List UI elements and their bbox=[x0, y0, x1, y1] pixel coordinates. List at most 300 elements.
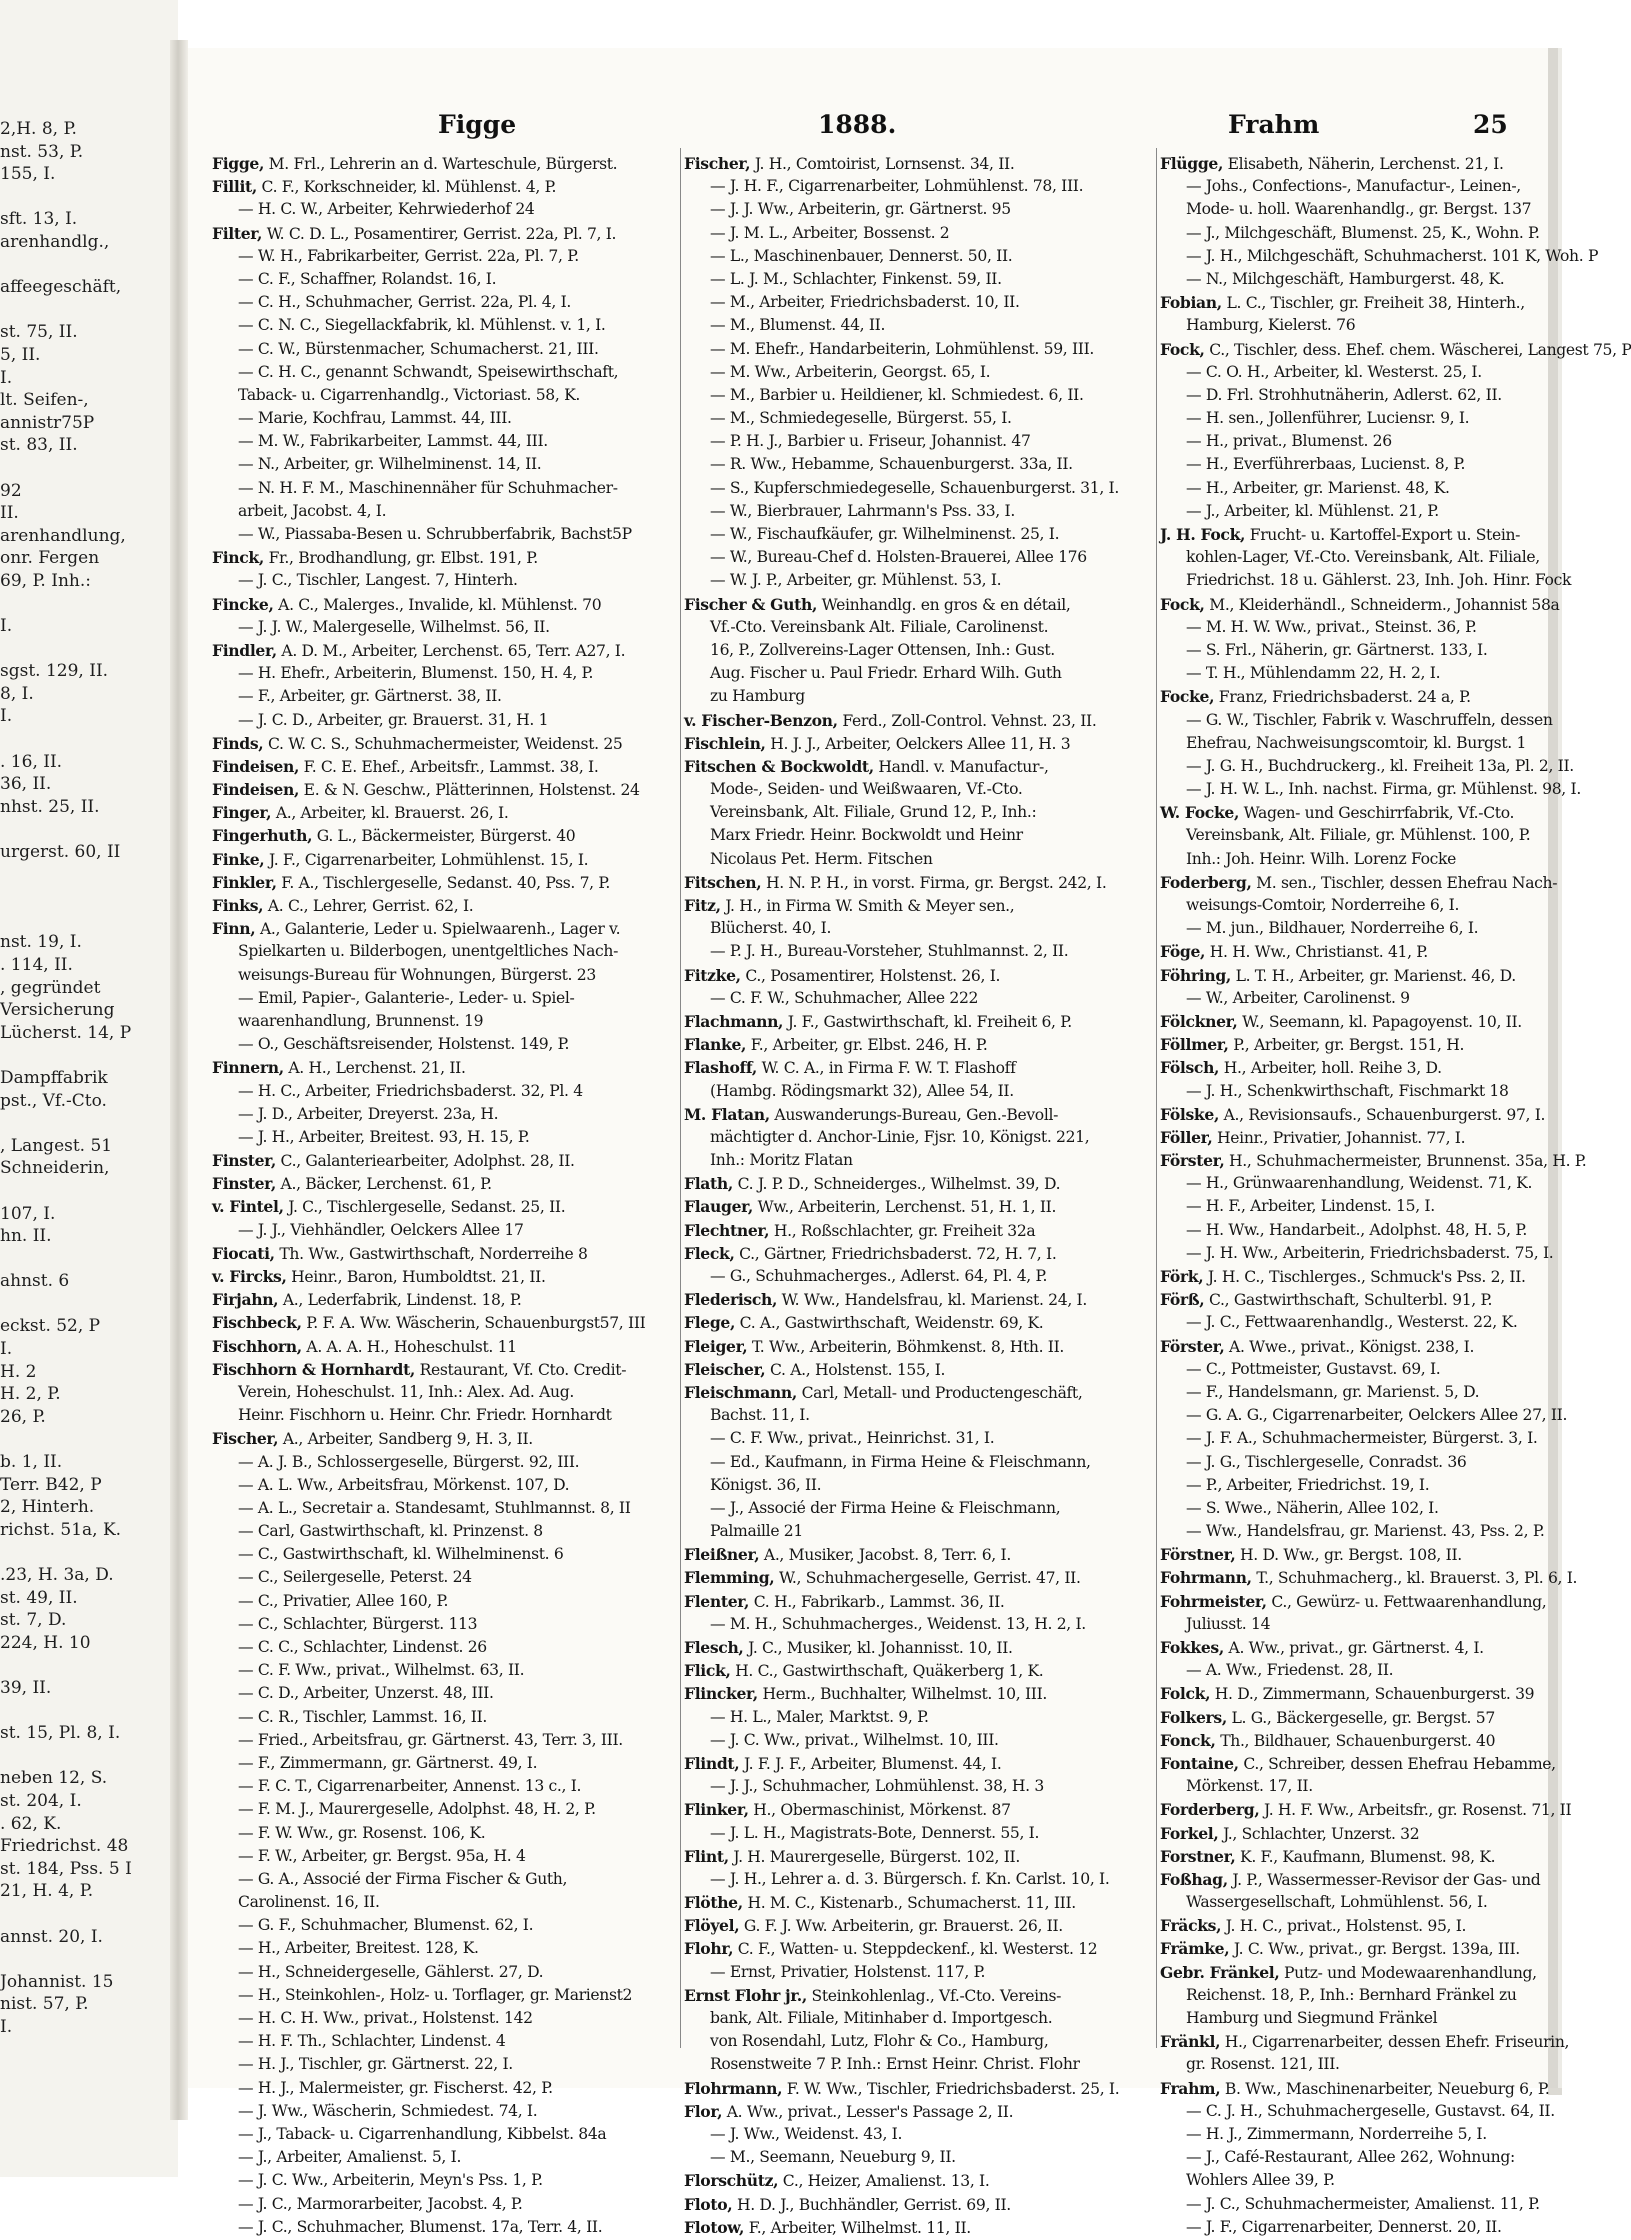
directory-entry-line bbox=[684, 1497, 1156, 1520]
entry-text: H., Cigarrenarbeiter, dessen Ehefr. Friseurin, bbox=[1220, 2033, 1570, 2052]
entry-text: A., Revisionsaufs., Schauenburgerst. 97, I. bbox=[1219, 1105, 1546, 1124]
directory-entry-line bbox=[684, 2123, 1156, 2146]
entry-text: — C. F. W., Schuhmacher, Allee 222 bbox=[710, 988, 979, 1007]
entry-text: — C., Schlachter, Bürgerst. 113 bbox=[238, 1614, 478, 1633]
entry-text: H., Roßschlachter, gr. Freiheit 32a bbox=[769, 1221, 1036, 1240]
entry-text: Hamburg, Kielerst. 76 bbox=[1186, 316, 1356, 335]
fragment-line: Friedrichst. 48 bbox=[0, 1836, 129, 1857]
entry-text: Elisabeth, Näherin, Lerchenst. 21, I. bbox=[1223, 155, 1504, 173]
directory-entry-line bbox=[1160, 384, 1520, 407]
directory-entry-line bbox=[684, 1242, 1156, 1265]
entry-text: — Ww., Handelsfrau, gr. Marienst. 43, Pss. 2, P. bbox=[1186, 1522, 1545, 1541]
entry-text: Bachst. 11, I. bbox=[710, 1406, 810, 1425]
fragment-line: 155, I. bbox=[0, 164, 56, 185]
directory-entry-line bbox=[212, 291, 682, 314]
fragment-line: 36, II. bbox=[0, 774, 52, 795]
entry-text: C., Gastwirthschaft, Schulterbl. 91, P. bbox=[1204, 1291, 1493, 1310]
directory-entry-line bbox=[212, 1891, 682, 1914]
directory-entry-line bbox=[212, 593, 682, 616]
directory-entry-line bbox=[684, 245, 1156, 268]
directory-entry-line bbox=[1160, 848, 1520, 871]
entry-text: C., Gewürz- u. Fettwaarenhandlung, bbox=[1266, 1592, 1547, 1611]
fragment-line: ahnst. 6 bbox=[0, 1271, 70, 1292]
entry-text: W. Ww., Handelsfrau, kl. Marienst. 24, I. bbox=[777, 1291, 1087, 1310]
entry-text: A. D. M., Arbeiter, Lerchenst. 65, Terr. A27, I. bbox=[276, 641, 626, 660]
directory-entry-line bbox=[212, 1752, 682, 1775]
directory-entry-line bbox=[684, 430, 1156, 453]
entry-text: — J. C., Schuhmachermeister, Amalienst. 11, P. bbox=[1186, 2194, 1540, 2213]
fragment-line bbox=[0, 1112, 170, 1135]
entry-surname: Främke, bbox=[1160, 1939, 1230, 1959]
directory-entry-line bbox=[212, 1358, 682, 1381]
entry-text: — T. H., Mühlendamm 22, H. 2, I. bbox=[1186, 664, 1441, 683]
entry-text: C. W. C. S., Schuhmachermeister, Weidenst. 25 bbox=[263, 734, 623, 753]
directory-entry-line bbox=[1160, 1775, 1520, 1798]
entry-text: — C. C., Schlachter, Lindenst. 26 bbox=[238, 1638, 487, 1656]
entry-text: — H. C. H. Ww., privat., Holstenst. 142 bbox=[238, 2009, 533, 2027]
entry-surname: Fonck, bbox=[1160, 1730, 1216, 1750]
entry-text: — J. C., Fettwaarenhandlg., Westerst. 22, K. bbox=[1186, 1313, 1518, 1332]
directory-entry-line bbox=[684, 2100, 1156, 2123]
directory-entry-line bbox=[212, 198, 682, 221]
entry-surname: Finkler, bbox=[212, 872, 277, 892]
entry-text: Taback- u. Cigarrenhandlg., Victoriast. 58, K. bbox=[238, 385, 580, 404]
directory-entry-line bbox=[1160, 523, 1520, 546]
directory-entry-line bbox=[212, 1868, 682, 1891]
book-gutter bbox=[170, 40, 188, 2120]
entry-surname: Fleischmann, bbox=[684, 1382, 797, 1402]
entry-text: Fr., Brodhandlung, gr. Elbst. 191, P. bbox=[263, 549, 538, 568]
entry-text: — J. H. W. L., Inh. nachst. Firma, gr. Mühlenst. 98, I. bbox=[1186, 780, 1581, 799]
entry-text: C., Schreiber, dessen Ehefrau Hebamme, bbox=[1238, 1754, 1556, 1773]
fragment-line: nst. 53, P. bbox=[0, 141, 84, 162]
entry-text: Heinr. Fischhorn u. Heinr. Chr. Friedr. Hornhardt bbox=[238, 1406, 612, 1425]
entry-surname: Flick, bbox=[684, 1661, 731, 1681]
directory-entry-line bbox=[1160, 2100, 1555, 2123]
entry-text: — H. J., Malermeister, gr. Fischerst. 42, P. bbox=[238, 2078, 553, 2097]
directory-entry-line bbox=[212, 1474, 682, 1497]
directory-entry-line bbox=[1160, 1706, 1520, 1729]
entry-text: L. G., Bäckergeselle, gr. Bergst. 57 bbox=[1226, 1708, 1495, 1727]
fragment-line: st. 15, Pl. 8, I. bbox=[0, 1723, 121, 1744]
entry-surname: Folkers, bbox=[1160, 1707, 1227, 1727]
directory-entry-line bbox=[212, 1381, 682, 1404]
entry-text: — N., Milchgeschäft, Hamburgerst. 48, K. bbox=[1186, 269, 1505, 288]
directory-entry-line bbox=[212, 1543, 682, 1566]
entry-text: — C., Privatier, Allee 160, P. bbox=[238, 1591, 449, 1610]
entry-text: Putz- und Modewaarenhandlung, bbox=[1279, 1963, 1537, 1982]
entry-surname: Fleischer, bbox=[684, 1359, 766, 1379]
entry-text: A., Arbeiter, Sandberg 9, H. 3, II. bbox=[278, 1430, 533, 1449]
entry-surname: Flachmann, bbox=[684, 1011, 784, 1031]
entry-text: M. Frl., Lehrerin an d. Warteschule, Bürgerst. bbox=[264, 155, 618, 173]
directory-entry-line bbox=[212, 2123, 682, 2146]
directory-entry-line bbox=[1160, 2169, 1520, 2192]
entry-surname: Föhring, bbox=[1160, 965, 1231, 985]
entry-surname: Förster, bbox=[1160, 1336, 1225, 1356]
directory-entry-line bbox=[684, 500, 1156, 523]
directory-entry-line bbox=[212, 1961, 682, 1984]
directory-entry-line bbox=[684, 1566, 1156, 1589]
entry-text: A., Lederfabrik, Lindenst. 18, P. bbox=[278, 1291, 522, 1310]
entry-text: Juliusst. 14 bbox=[1186, 1614, 1271, 1633]
entry-text: — M., Blumenst. 44, II. bbox=[710, 316, 886, 335]
entry-surname: Flohr, bbox=[684, 1939, 734, 1959]
entry-text: (Hambg. Rödingsmarkt 32), Allee 54, II. bbox=[710, 1081, 1014, 1100]
entry-surname: Fölsch, bbox=[1160, 1058, 1220, 1078]
directory-entry-line bbox=[1160, 500, 1520, 523]
entry-text: J. F., Gastwirthschaft, kl. Freiheit 6, P. bbox=[783, 1012, 1072, 1031]
fragment-line: I. bbox=[0, 2016, 13, 2037]
directory-entry-line bbox=[684, 1845, 1156, 1868]
entry-text: — C. F., Schaffner, Rolandst. 16, I. bbox=[238, 269, 497, 288]
fragment-line bbox=[0, 254, 170, 277]
directory-entry-line bbox=[684, 894, 1156, 917]
entry-text: Carl, Metall- und Productengeschäft, bbox=[796, 1383, 1083, 1402]
directory-entry-line bbox=[684, 291, 1156, 314]
entry-text: — S. Wwe., Näherin, Allee 102, I. bbox=[1186, 1498, 1439, 1517]
fragment-line: . 114, II. bbox=[0, 954, 73, 975]
directory-entry-line bbox=[212, 940, 682, 963]
entry-surname: Fohrmeister, bbox=[1160, 1591, 1267, 1611]
entry-surname: Filter, bbox=[212, 223, 263, 243]
directory-entry-line bbox=[1160, 1358, 1520, 1381]
directory-entry-line bbox=[212, 407, 682, 430]
previous-page-fragment bbox=[0, 118, 170, 2038]
entry-surname: Florschütz, bbox=[684, 2171, 779, 2191]
entry-surname: Flindt, bbox=[684, 1753, 740, 1773]
entry-text: — J. H., Milchgeschäft, Schuhmacherst. 101 K, Woh. P bbox=[1186, 246, 1599, 265]
fragment-line: richst. 51a, K. bbox=[0, 1519, 122, 1540]
fragment-line: annst. 20, I. bbox=[0, 1926, 103, 1947]
directory-entry-line bbox=[212, 175, 682, 198]
entry-text: C. H., Fabrikarb., Lammst. 36, II. bbox=[749, 1592, 1005, 1611]
directory-entry-line bbox=[1160, 593, 1560, 616]
entry-text: — Ernst, Privatier, Holstenst. 117, P. bbox=[710, 1962, 986, 1981]
directory-entry-line bbox=[212, 152, 682, 175]
fragment-line bbox=[0, 638, 170, 661]
entry-surname: Finds, bbox=[212, 733, 264, 753]
entry-surname: Fischer, bbox=[212, 1429, 279, 1449]
entry-text: — J. C., Schuhmacher, Blumenst. 17a, Terr. 4, II. bbox=[238, 2217, 603, 2236]
entry-surname: Fitz, bbox=[684, 896, 721, 915]
entry-text: — M. Ehefr., Handarbeiterin, Lohmühlenst. 59, III. bbox=[710, 339, 1095, 358]
directory-entry-line bbox=[212, 732, 682, 755]
directory-entry-line bbox=[684, 685, 1156, 708]
directory-entry-line bbox=[1160, 245, 1599, 268]
fragment-line: I. bbox=[0, 1339, 13, 1360]
entry-text: H. D., Zimmermann, Schauenburgerst. 39 bbox=[1210, 1685, 1535, 1704]
entry-text: — H., Arbeiter, gr. Marienst. 48, K. bbox=[1186, 478, 1450, 497]
directory-entry-line bbox=[212, 569, 682, 592]
entry-text: C., Heizer, Amalienst. 13, I. bbox=[778, 2172, 990, 2191]
directory-entry-line bbox=[212, 801, 682, 824]
directory-entry-line bbox=[1160, 2030, 1570, 2053]
directory-entry-line bbox=[1160, 917, 1520, 940]
directory-entry-line bbox=[212, 1914, 682, 1937]
entry-text: waarenhandlung, Brunnenst. 19 bbox=[238, 1011, 484, 1030]
directory-entry-line bbox=[684, 871, 1156, 894]
entry-text: — J., Taback- u. Cigarrenhandlung, Kibbelst. 84a bbox=[238, 2124, 607, 2143]
directory-entry-line bbox=[684, 639, 1156, 662]
entry-surname: Finn, bbox=[212, 919, 256, 939]
entry-surname: Flint, bbox=[684, 1846, 729, 1866]
entry-surname: Fischer & Guth, bbox=[684, 594, 818, 614]
entry-text: — F., Handelsmann, gr. Marienst. 5, D. bbox=[1186, 1382, 1480, 1401]
entry-text: L. T. H., Arbeiter, gr. Marienst. 46, D. bbox=[1230, 966, 1516, 985]
directory-entry-line bbox=[1160, 361, 1520, 384]
fragment-line bbox=[0, 1654, 170, 1677]
entry-text: Friedrichst. 18 u. Gählerst. 23, Inh. Joh. Hinr. Fock bbox=[1186, 571, 1572, 590]
entry-text: — F. W., Arbeiter, gr. Bergst. 95a, H. 4 bbox=[238, 1846, 526, 1865]
directory-entry-line bbox=[684, 1335, 1156, 1358]
entry-text: E. & N. Geschw., Plätterinnen, Holstenst. 24 bbox=[299, 781, 640, 800]
entry-text: C., Galanteriearbeiter, Adolphst. 28, II. bbox=[275, 1152, 575, 1171]
entry-text: — H. F., Arbeiter, Lindenst. 15, I. bbox=[1186, 1197, 1435, 1216]
entry-surname: Föge, bbox=[1160, 942, 1206, 962]
entry-text: C. F., Watten- u. Steppdeckenf., kl. Westerst. 12 bbox=[733, 1940, 1098, 1959]
directory-entry-line bbox=[684, 2077, 1156, 2100]
directory-entry-line bbox=[1160, 1520, 1545, 1543]
fragment-line bbox=[0, 818, 170, 841]
entry-text: T. Ww., Arbeiterin, Böhmkenst. 8, Hth. II. bbox=[747, 1337, 1065, 1356]
entry-surname: Fokkes, bbox=[1160, 1638, 1224, 1657]
fragment-line: affeegeschäft, bbox=[0, 277, 122, 298]
fragment-line bbox=[0, 1541, 170, 1564]
column-divider bbox=[1156, 148, 1157, 2048]
entry-text: A. C., Lehrer, Gerrist. 62, I. bbox=[263, 897, 474, 915]
entry-surname: Flechtner, bbox=[684, 1220, 770, 1240]
fragment-line: onr. Fergen bbox=[0, 548, 100, 569]
entries-column-1 bbox=[212, 152, 682, 2239]
entry-text: — J. H., Arbeiter, Breitest. 93, H. 15, P. bbox=[238, 1127, 530, 1146]
fragment-line bbox=[0, 1044, 170, 1067]
directory-entry-line bbox=[684, 987, 1156, 1010]
fragment-line: I. bbox=[0, 367, 13, 388]
entry-surname: Finke, bbox=[212, 849, 265, 869]
directory-entry-line bbox=[212, 848, 682, 871]
directory-entry-line bbox=[1160, 1311, 1520, 1334]
directory-entry-line bbox=[212, 917, 682, 940]
entry-text: — F., Arbeiter, gr. Gärtnerst. 38, II. bbox=[238, 687, 502, 706]
directory-entry-line bbox=[1160, 2193, 1540, 2216]
entry-surname: J. H. Fock, bbox=[1160, 525, 1246, 544]
directory-entry-line bbox=[212, 1520, 682, 1543]
header-left-keyword: Figge bbox=[438, 110, 517, 139]
directory-entry-line bbox=[212, 1798, 682, 1821]
entry-text: weisungs-Bureau für Wohnungen, Bürgerst. 23 bbox=[238, 965, 596, 984]
entry-text: — C. J. H., Schuhmachergeselle, Gustavst. 64, II. bbox=[1186, 2101, 1555, 2120]
directory-entry-line bbox=[684, 593, 1156, 616]
directory-entry-line bbox=[1160, 291, 1525, 314]
entry-text: arbeit, Jacobst. 4, I. bbox=[238, 501, 387, 520]
directory-entry-line bbox=[212, 1427, 682, 1450]
directory-entry-line bbox=[212, 523, 682, 546]
fragment-line: st. 204, I. bbox=[0, 1790, 82, 1811]
entry-text: Mode-, Seiden- und Weißwaaren, Vf.-Cto. bbox=[710, 780, 1023, 799]
directory-entry-line bbox=[212, 964, 682, 987]
entry-text: — H., Steinkohlen-, Holz- u. Torflager, gr. Marienst2 bbox=[238, 1985, 633, 2004]
entry-text: — J., Milchgeschäft, Blumenst. 25, K., Wohn. P. bbox=[1186, 223, 1540, 242]
entry-text: H., Obermaschinist, Mörkenst. 87 bbox=[748, 1801, 1011, 1820]
entry-surname: v. Fintel, bbox=[212, 1197, 284, 1217]
entry-text: C. A., Holstenst. 155, I. bbox=[765, 1360, 946, 1379]
entry-text: C., Gärtner, Friedrichsbaderst. 72, H. 7, I. bbox=[734, 1244, 1057, 1263]
entry-text: J. H. F. Ww., Arbeitsfr., gr. Rosenst. 71, II bbox=[1259, 1801, 1572, 1820]
entry-surname: Focke, bbox=[1160, 687, 1215, 707]
directory-entry-line bbox=[212, 1451, 682, 1474]
fragment-line: H. 2, P. bbox=[0, 1384, 61, 1405]
directory-entry-line bbox=[212, 2193, 682, 2216]
entry-text: F. A., Tischlergeselle, Sedanst. 40, Pss. 7, P. bbox=[276, 873, 610, 892]
directory-entry-line bbox=[684, 1961, 1156, 1984]
directory-entry-line bbox=[1160, 1126, 1520, 1149]
directory-entry-line bbox=[1160, 2053, 1520, 2076]
entry-surname: Förster, bbox=[1160, 1151, 1225, 1171]
entry-text: — J. J., Schuhmacher, Lohmühlenst. 38, H. 3 bbox=[710, 1777, 1044, 1796]
entry-surname: Flinker, bbox=[684, 1800, 749, 1820]
directory-entry-line bbox=[1160, 1682, 1535, 1705]
entry-surname: W. Focke, bbox=[1160, 803, 1240, 823]
entry-text: A., Galanterie, Leder u. Spielwaarenh., Lager v. bbox=[255, 920, 621, 939]
entry-surname: Fobian, bbox=[1160, 293, 1222, 313]
fragment-line: , Langest. 51 bbox=[0, 1135, 113, 1156]
directory-entry-line bbox=[684, 569, 1156, 592]
entry-text: — S. Frl., Näherin, gr. Gärtnerst. 133, I. bbox=[1186, 640, 1488, 659]
entry-text: — J. H., Schenkwirthschaft, Fischmarkt 18 bbox=[1186, 1081, 1509, 1100]
fragment-line: I. bbox=[0, 706, 13, 727]
directory-entry-line bbox=[684, 1149, 1156, 1172]
entry-text: Nicolaus Pet. Herm. Fitschen bbox=[710, 849, 933, 868]
entry-surname: Fischbeck, bbox=[212, 1313, 302, 1333]
entry-text: — W., Arbeiter, Carolinenst. 9 bbox=[1186, 988, 1410, 1007]
entry-text: — M. Ww., Arbeiterin, Georgst. 65, I. bbox=[710, 362, 991, 381]
entry-text: W. C. D. L., Posamentirer, Gerrist. 22a, Pl. 7, I. bbox=[262, 224, 617, 243]
directory-entry-line bbox=[684, 268, 1156, 291]
entry-surname: Fitzke, bbox=[684, 965, 741, 985]
directory-entry-line bbox=[684, 940, 1156, 963]
entry-text: kohlen-Lager, Vf.-Cto. Vereinsbank, Alt. Filiale, bbox=[1186, 548, 1540, 567]
entries-column-2 bbox=[684, 152, 1156, 2239]
entry-text: Frucht- u. Kartoffel-Export u. Stein- bbox=[1245, 526, 1521, 544]
fragment-line: st. 7, D. bbox=[0, 1610, 67, 1631]
entry-text: — W., Fischaufkäufer, gr. Wilhelminenst. 25, I. bbox=[710, 525, 1060, 543]
directory-entry-line bbox=[1160, 2216, 1520, 2239]
directory-entry-line bbox=[1160, 778, 1581, 801]
entry-text: — W. J. P., Arbeiter, gr. Mühlenst. 53, I. bbox=[710, 571, 1002, 590]
directory-entry-line bbox=[212, 2146, 682, 2169]
entry-surname: Forkel, bbox=[1160, 1823, 1219, 1843]
directory-entry-line bbox=[1160, 222, 1540, 245]
fragment-line: Schneiderin, bbox=[0, 1158, 110, 1179]
entry-text: — J. C. Ww., privat., Wilhelmst. 10, III. bbox=[710, 1730, 999, 1749]
entry-text: — C. F. Ww., privat., Heinrichst. 31, I. bbox=[710, 1429, 995, 1448]
entry-text: — O., Geschäftsreisender, Holstenst. 149, P. bbox=[238, 1035, 570, 1054]
fragment-line: b. 1, II. bbox=[0, 1452, 63, 1473]
fragment-line bbox=[0, 1428, 170, 1451]
directory-entry-line bbox=[684, 1752, 1156, 1775]
entry-surname: Forstner, bbox=[1160, 1846, 1236, 1866]
directory-entry-line bbox=[1160, 1868, 1541, 1891]
entry-text: Inh.: Joh. Heinr. Wilh. Lorenz Focke bbox=[1186, 849, 1457, 868]
directory-entry-line bbox=[1160, 1172, 1533, 1195]
entry-surname: Findeisen, bbox=[212, 780, 300, 800]
entry-text: — J. F. A., Schuhmachermeister, Bürgerst. 3, I. bbox=[1186, 1429, 1538, 1448]
entry-surname: Finks, bbox=[212, 896, 264, 915]
entry-text: — H. sen., Jollenführer, Luciensr. 9, I. bbox=[1186, 409, 1470, 428]
directory-entry-line bbox=[212, 1195, 682, 1218]
fragment-line: , gegründet bbox=[0, 977, 101, 998]
fragment-line: Terr. B42, P bbox=[0, 1474, 102, 1495]
directory-entry-line bbox=[1160, 709, 1553, 732]
entry-text: — H., Everführerbaas, Lucienst. 8, P. bbox=[1186, 455, 1466, 474]
directory-entry-line bbox=[684, 407, 1156, 430]
directory-entry-line bbox=[212, 2216, 682, 2239]
directory-entry-line bbox=[684, 1427, 1156, 1450]
directory-entry-line bbox=[684, 1126, 1156, 1149]
directory-entry-line bbox=[684, 1798, 1156, 1821]
header-year: 1888. bbox=[818, 110, 897, 139]
entry-surname: Finnern, bbox=[212, 1058, 284, 1078]
entry-text: H. M. C., Kistenarb., Schumacherst. 11, III. bbox=[742, 1894, 1076, 1913]
directory-entry-line bbox=[684, 709, 1156, 732]
entry-text: — H. C. W., Arbeiter, Kehrwiederhof 24 bbox=[238, 200, 535, 219]
directory-entry-line bbox=[1160, 453, 1520, 476]
entry-text: — J. H. F., Cigarrenarbeiter, Lohmühlenst. 78, III. bbox=[710, 177, 1084, 196]
fragment-line: arenhandlg., bbox=[0, 231, 110, 252]
entry-surname: Fischer, bbox=[684, 154, 751, 173]
directory-entry-line bbox=[212, 546, 682, 569]
entry-text: — J. C. Ww., Arbeiterin, Meyn's Pss. 1, P. bbox=[238, 2171, 543, 2190]
entry-text: F., Arbeiter, gr. Elbst. 246, H. P. bbox=[746, 1036, 988, 1055]
entry-surname: Fölckner, bbox=[1160, 1011, 1238, 1031]
fragment-line: I. bbox=[0, 616, 13, 637]
fragment-line bbox=[0, 1903, 170, 1926]
directory-entry-line bbox=[1160, 1219, 1527, 1242]
directory-entry-line bbox=[684, 917, 1156, 940]
entry-surname: Fitschen, bbox=[684, 872, 762, 892]
entry-text: A., Arbeiter, kl. Brauerst. 26, I. bbox=[271, 804, 509, 823]
header-right-keyword: Frahm bbox=[1228, 110, 1320, 139]
directory-entry-line bbox=[1160, 685, 1520, 708]
entry-text: J., Schlachter, Unzerst. 32 bbox=[1218, 1824, 1420, 1843]
directory-entry-line bbox=[684, 1451, 1156, 1474]
directory-entry-line bbox=[212, 1937, 682, 1960]
directory-entry-line bbox=[212, 2169, 682, 2192]
directory-entry-line bbox=[684, 1103, 1156, 1126]
directory-entry-line bbox=[1160, 407, 1520, 430]
entry-surname: Förß, bbox=[1160, 1290, 1205, 1310]
directory-entry-line bbox=[212, 1172, 682, 1195]
directory-entry-line bbox=[684, 222, 1156, 245]
directory-entry-line bbox=[1160, 1497, 1520, 1520]
directory-entry-line bbox=[684, 1729, 1156, 1752]
fragment-line: Dampffabrik bbox=[0, 1067, 108, 1088]
entry-text: Marx Friedr. Heinr. Bockwoldt und Heinr bbox=[710, 826, 1023, 845]
directory-entry-line bbox=[212, 1636, 682, 1659]
directory-entry-line bbox=[684, 1613, 1156, 1636]
entry-text: Th. Ww., Gastwirthschaft, Norderreihe 8 bbox=[274, 1244, 588, 1263]
directory-entry-line bbox=[1160, 1242, 1554, 1265]
entry-text: — W., Bierbrauer, Lahrmann's Pss. 33, I. bbox=[710, 501, 1015, 520]
directory-entry-line bbox=[1160, 871, 1558, 894]
entry-text: — M., Seemann, Neueburg 9, II. bbox=[710, 2148, 956, 2167]
entry-text: — G. W., Tischler, Fabrik v. Waschruffeln, dessen bbox=[1186, 710, 1553, 729]
entry-text: — F. M. J., Maurergeselle, Adolphst. 48, H. 2, P. bbox=[238, 1800, 596, 1819]
directory-entry-line bbox=[1160, 430, 1520, 453]
directory-entry-line bbox=[684, 384, 1156, 407]
entry-text: — H., privat., Blumenst. 26 bbox=[1186, 432, 1392, 451]
